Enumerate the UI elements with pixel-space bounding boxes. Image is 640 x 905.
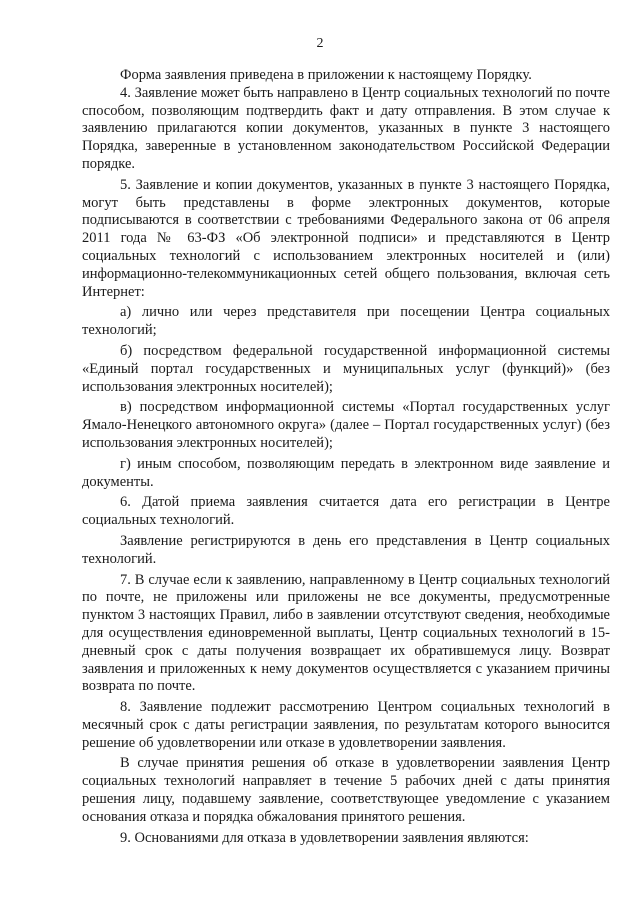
paragraph-5b: б) посредством федеральной государственной информационной системы «Единый портал государственных и муниципальных услуг (функций)» (без использования электронных носителей);	[82, 342, 610, 395]
paragraph-6: 6. Датой приема заявления считается дата его регистрации в Центре социальных технологий.	[82, 494, 610, 529]
paragraph-5v: в) посредством информационной системы «Портал государственных услуг Ямало-Ненецкого автономного округа» (далее – Портал государственных услуг) (без использования электронных носителей);	[82, 399, 610, 451]
paragraph-6-registration: Заявление регистрируются в день его представления в Центр социальных технологий.	[82, 532, 610, 567]
paragraph-8-refusal: В случае принятия решения об отказе в удовлетворении заявления Центр социальных технологий направляет в течение 5 рабочих дней с даты принятия решения лицу, подавшему заявление, соответствующее уведомление с указанием основания отказа и порядка обжалования принятого решения.	[82, 755, 610, 825]
paragraph-7: 7. В случае если к заявлению, направленному в Центр социальных технологий по почте, не приложены или приложены не все документы, предусмотренные пунктом 3 настоящих Правил, либо в заявлении отсутствуют сведения, необходимые для осуществления единовременной выплаты, Центр социальных технологий в 15-дневный срок с даты получения возвращает их обратившемуся лицу. Возврат заявления и приложенных к нему документов осуществляется с указанием причины возврата по почте.	[82, 571, 610, 695]
paragraph-4: 4. Заявление может быть направлено в Центр социальных технологий по почте способом, позволяющим подтвердить факт и дату отправления. В этом случае к заявлению прилагаются копии документов, указанных в пункте 3 настоящего Порядка, заверенные в установленном законодательством Российской Федерации порядке.	[82, 84, 610, 172]
paragraph-5g: г) иным способом, позволяющим передать в электронном виде заявление и документы.	[82, 455, 610, 490]
paragraph-8: 8. Заявление подлежит рассмотрению Центром социальных технологий в месячный срок с даты регистрации заявления, по результатам которого выносится решение об удовлетворении или отказе в удовлетворении заявления.	[82, 699, 610, 751]
paragraph-9: 9. Основаниями для отказа в удовлетворении заявления являются:	[120, 829, 529, 846]
paragraph-5: 5. Заявление и копии документов, указанных в пункте 3 настоящего Порядка, могут быть представлены в форме электронных документов, которые подписываются в соответствии с требованиями Федерального закона от 06 апреля 2011 года № 63-ФЗ «Об электронной подписи» и представляются в Центр социальных технологий с использованием электронных носителей и (или) информационно-телекоммуникационных сетей общего пользования, включая сеть Интернет:	[82, 176, 610, 300]
document-body	[82, 67, 610, 847]
paragraph-form-note: Форма заявления приведена в приложении к настоящему Порядку.	[120, 67, 532, 83]
paragraph-5a: а) лично или через представителя при посещении Центра социальных технологий;	[82, 304, 610, 339]
page-number: 2	[316, 36, 324, 51]
